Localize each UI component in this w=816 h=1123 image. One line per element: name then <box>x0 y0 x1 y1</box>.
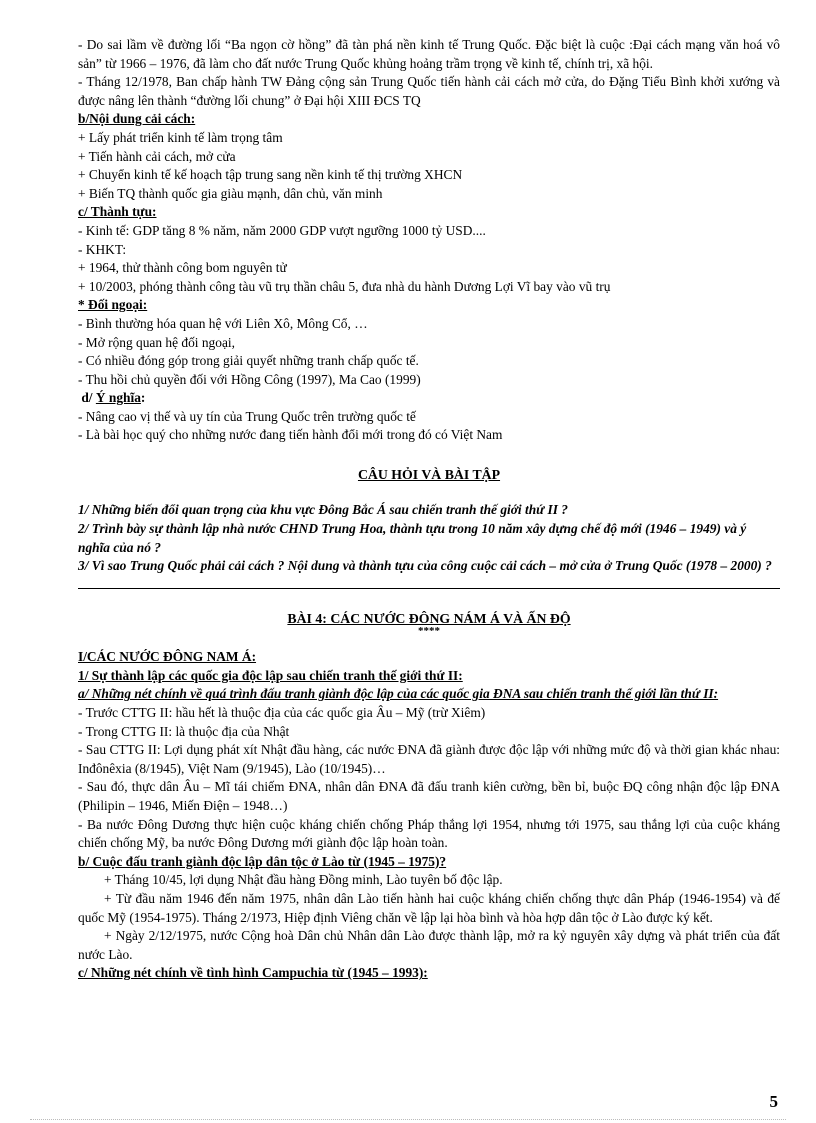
achievement-item: + 1964, thử thành công bom nguyên tử <box>78 260 287 276</box>
item-b: + Ngày 2/12/1975, nước Cộng hoà Dân chủ Nhân dân Lào được thành lập, mở ra kỷ nguyên xây dựng và phát triển của đất nước Lào. <box>78 928 780 962</box>
questions-heading: CÂU HỎI VÀ BÀI TẬP <box>357 467 501 483</box>
achievements-heading: c/ Thành tựu: <box>78 204 157 220</box>
document-page <box>78 36 780 983</box>
item-b: + Từ đầu năm 1946 đến năm 1975, nhân dân Lào tiến hành hai cuộc kháng chiến chống thực dân Pháp (1946-1954) và đế quốc Mỹ (1954-1975). Tháng 2/1973, Hiệp định Viêng chăn về lập lại hòa bình và hòa hợp dân tộc ở Lào được ký kết. <box>78 890 780 925</box>
achievement-item: + 10/2003, phóng thành công tàu vũ trụ thần châu 5, đưa nhà du hành Dương Lợi Vĩ bay vào vũ trụ <box>78 278 611 294</box>
meaning-item: - Nâng cao vị thế và uy tín của Trung Quốc trên trường quốc tế <box>78 408 416 424</box>
foreign-item: - Thu hồi chủ quyền đối với Hồng Công (1997), Ma Cao (1999) <box>78 371 421 387</box>
reform-item: + Biến TQ thành quốc gia giàu mạnh, dân chủ, văn minh <box>78 185 383 201</box>
item-a: - Sau CTTG II: Lợi dụng phát xít Nhật đầu hàng, các nước ĐNA đã giành được độc lập với những mức độ và thời gian khác nhau: Inđônêxia (8/1945), Việt Nam (9/1945), Lào (10/1945)… <box>78 742 780 776</box>
item-a: - Trong CTTG II: là thuộc địa của Nhật <box>78 723 290 739</box>
meaning-item: - Là bài học quý cho những nước đang tiến hành đổi mới trong đó có Việt Nam <box>78 427 503 443</box>
lesson-title: BÀI 4: CÁC NƯỚC ĐÔNG NÁM Á VÀ ẤN ĐỘ <box>287 611 571 627</box>
question-item: 3/ Vì sao Trung Quốc phải cải cách ? Nội dung và thành tựu của công cuộc cải cách – mở cửa ở Trung Quốc (1978 – 2000) ? <box>78 558 772 574</box>
achievement-item: - KHKT: <box>78 241 127 257</box>
foreign-item: - Bình thường hóa quan hệ với Liên Xô, Mông Cổ, … <box>78 315 368 331</box>
meaning-heading-line <box>78 389 780 408</box>
subsection-a-heading: a/ Những nét chính về quá trình đấu tranh giành độc lập của các quốc gia ĐNA sau chiến tranh thế giới lần thứ II: <box>78 686 719 702</box>
subsection-c-heading: c/ Những nét chính về tình hình Campuchia từ (1945 – 1993): <box>78 965 428 981</box>
subsection-b-heading: b/ Cuộc đấu tranh giành độc lập dân tộc ở Lào từ (1945 – 1975)? <box>78 853 447 869</box>
achievement-item: - Kinh tế: GDP tăng 8 % năm, năm 2000 GDP vượt ngưỡng 1000 tỷ USD.... <box>78 222 486 238</box>
meaning-prefix: d/ <box>78 390 96 406</box>
section-southeast-asia: I/CÁC NƯỚC ĐÔNG NAM Á: <box>78 649 257 665</box>
meaning-colon: : <box>140 390 146 406</box>
reform-content-heading: b/Nội dung cải cách: <box>78 111 196 127</box>
item-b: + Tháng 10/45, lợi dụng Nhật đầu hàng Đồng minh, Lào tuyên bố độc lập. <box>104 872 503 888</box>
reform-item: + Lấy phát triển kinh tế làm trọng tâm <box>78 129 283 145</box>
subsection-independence: 1/ Sự thành lập các quốc gia độc lập sau chiến tranh thế giới thứ II: <box>78 667 463 683</box>
item-a: - Trước CTTG II: hầu hết là thuộc địa của các quốc gia Âu – Mỹ (trừ Xiêm) <box>78 705 486 721</box>
foreign-policy-heading: * Đối ngoại: <box>78 297 148 313</box>
footer-line <box>30 1119 786 1120</box>
item-a: - Ba nước Đông Dương thực hiện cuộc kháng chiến chống Pháp thắng lợi 1954, nhưng tới 1975, sau thắng lợi của cuộc kháng chiến chống Mỹ, ba nước Đông Dương mới giành độc lập hoàn toàn. <box>78 816 780 851</box>
reform-item: + Tiến hành cải cách, mở cửa <box>78 148 236 164</box>
question-item: 2/ Trình bày sự thành lập nhà nước CHND Trung Hoa, thành tựu trong 10 năm xây dựng chế độ mới (1946 – 1949) và ý nghĩa của nó ? <box>78 520 747 555</box>
title-stars: **** <box>418 625 440 638</box>
intro-paragraph-2: - Tháng 12/1978, Ban chấp hành TW Đảng cộng sản Trung Quốc tiến hành cải cách mở cửa, do Đặng Tiểu Bình khởi xướng và được nâng lên thành “đường lối chung” ở Đại hội XIII ĐCS TQ <box>78 74 780 108</box>
question-item: 1/ Những biến đổi quan trọng của khu vực Đông Bắc Á sau chiến tranh thế giới thứ II ? <box>78 502 568 518</box>
page-number: 5 <box>769 1092 778 1111</box>
reform-item: + Chuyển kinh tế kế hoạch tập trung sang nền kinh tế thị trường XHCN <box>78 167 463 183</box>
foreign-item: - Mở rộng quan hệ đối ngoại, <box>78 334 235 350</box>
intro-paragraph-1: - Do sai lầm về đường lối “Ba ngọn cờ hồng” đã tàn phá nền kinh tế Trung Quốc. Đặc biệt là cuộc :Đại cách mạng văn hoá vô sản” từ 1966 – 1976, đã làm cho đất nước Trung Quốc khủng hoảng trầm trọng về kinh tế, chính trị, xã hội. <box>78 37 780 71</box>
item-a: - Sau đó, thực dân Âu – Mĩ tái chiếm ĐNA, nhân dân ĐNA đã đấu tranh kiên cường, bền bỉ, buộc ĐQ công nhận độc lập ĐNA (Philipin – 1946, Miến Điện – 1948…) <box>78 779 780 813</box>
meaning-heading: Ý nghĩa <box>95 390 141 406</box>
section-divider <box>78 588 780 589</box>
foreign-item: - Có nhiều đóng góp trong giải quyết những tranh chấp quốc tế. <box>78 353 419 369</box>
